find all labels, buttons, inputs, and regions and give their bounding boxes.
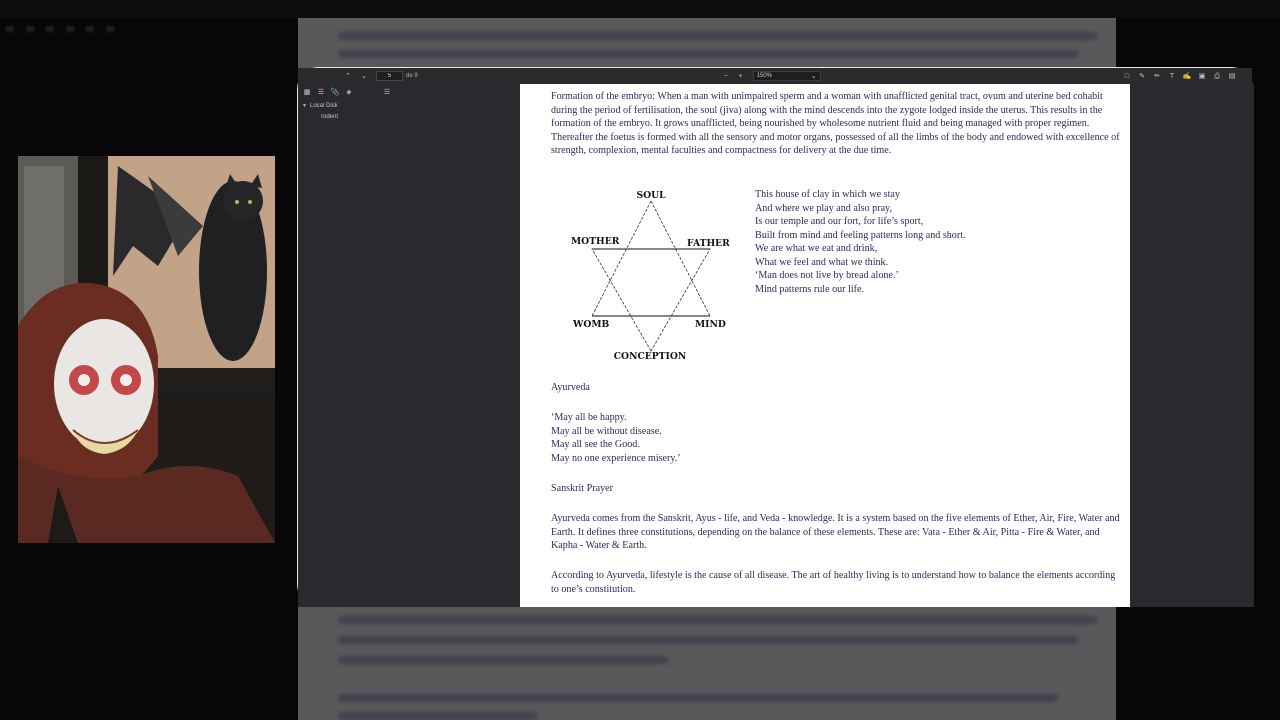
prayer — [551, 411, 1121, 465]
image-icon[interactable]: ▣ — [1198, 72, 1206, 80]
print-icon[interactable]: ⎙ — [1214, 72, 1220, 80]
poem-line: This house of clay in which we stay — [755, 189, 900, 200]
paragraph-embryo: Formation of the embryo: When a man with unimpaired sperm and a woman with unafflicted genital tract, ovum and uterine bed cohabit during the period of fertilisation, the soul (jiva) along with the mind descends into the zygote lodged inside the uterus. This results in the formation of the embryo. It grows unafflicted, being nourished by wholesome nutrient fluid and being managed with proper regimen. Thereafter the foetus is formed with all the sensory and motor organs, possessed of all the limbs of the body and endowed with excellence of strength, complexion, mental faculties and compactness for delivery at the due time. — [551, 91, 1120, 156]
thumbnails-icon[interactable]: ▦ — [303, 88, 311, 96]
viewer-toolbar — [298, 68, 1252, 84]
draw-icon[interactable]: ✏ — [1154, 72, 1160, 80]
webcam-feed — [18, 156, 275, 543]
prayer-line: May no one experience misery.’ — [551, 452, 681, 464]
next-page-icon[interactable]: ⌄ — [361, 72, 367, 80]
page-area — [520, 84, 1254, 607]
pen-icon[interactable]: ✍ — [1182, 72, 1192, 80]
heading-ayurveda: Ayurveda — [551, 382, 590, 393]
prayer-line: May all see the Good. — [551, 439, 640, 450]
comment-icon[interactable]: □ — [1124, 72, 1130, 80]
page-count-label: de 9 — [406, 73, 418, 79]
poem — [755, 188, 1055, 296]
label-soul: SOUL — [636, 190, 666, 201]
background-top-bar — [0, 0, 1280, 18]
label-father: FATHER — [687, 238, 730, 249]
document-page — [520, 84, 1130, 607]
highlight-icon[interactable]: ✎ — [1139, 72, 1145, 80]
save-icon[interactable]: ▤ — [1228, 72, 1236, 80]
poem-line: Is our temple and our fort, for life’s sport, — [755, 216, 924, 227]
sidebar-tabs — [298, 84, 520, 100]
bookmarks-icon[interactable]: ☰ — [383, 88, 391, 96]
poem-line: What we feel and what we think. — [755, 256, 889, 268]
previous-page-icon[interactable]: ⌃ — [345, 72, 351, 80]
tree-item-local-disk[interactable] — [302, 100, 520, 111]
outline-tree — [298, 100, 520, 122]
sidebar — [298, 84, 520, 607]
outline-icon[interactable]: ☰ — [317, 88, 325, 96]
poem-line: Built from mind and feeling patterns long and short. — [755, 229, 966, 241]
document-viewer-window — [297, 67, 1253, 606]
prayer-line: ‘May all be happy. — [551, 412, 627, 423]
page-number-input[interactable] — [376, 71, 403, 81]
star-diagram — [566, 190, 736, 371]
label-womb: WOMB — [573, 319, 610, 330]
background-blurred-toolbar — [0, 22, 140, 72]
chevron-down-icon: ⌄ — [810, 72, 817, 80]
paragraph-ayurveda: Ayurveda comes from the Sanskrit, Ayus - life, and Veda - knowledge. It is a system based on the five elements of Ether, Air, Fire, Water and Earth. It defines three constitutions, depending on the balance of these elements. These are: Vata - Ether & Air, Pitta - Fire & Water, and Kapha - Water & Earth. — [551, 513, 1120, 551]
zoom-out-icon[interactable]: − — [723, 72, 728, 80]
tree-item-rodent[interactable] — [302, 111, 520, 122]
zoom-in-icon[interactable]: + — [738, 72, 743, 80]
heading-sanskrit-prayer: Sanskrit Prayer — [551, 483, 613, 494]
text-icon[interactable]: T — [1169, 72, 1175, 80]
zoom-value: 150% — [756, 73, 773, 79]
zoom-select[interactable] — [753, 71, 821, 81]
label-conception: CONCEPTION — [613, 351, 687, 362]
tree-item-label: Local Disk — [310, 102, 338, 109]
poem-line: We are what we eat and drink, — [755, 243, 878, 254]
poem-line: And where we play and also pray, — [755, 202, 892, 214]
attachments-icon[interactable]: 📎 — [330, 88, 340, 96]
poem-line: ‘Man does not live by bread alone.’ — [755, 270, 899, 281]
poem-line: Mind patterns rule our life. — [755, 283, 865, 295]
label-mind: MIND — [695, 319, 726, 330]
layers-icon[interactable]: ◈ — [346, 88, 352, 96]
paragraph-lifestyle: According to Ayurveda, lifestyle is the cause of all disease. The art of healthy living is to understand how to balance the elements according to one’s constitution. — [551, 570, 1116, 595]
webcam-image — [18, 156, 275, 543]
expand-triangle-icon[interactable]: ▼ — [302, 102, 307, 109]
tree-item-label: rodent — [321, 113, 339, 120]
prayer-line: May all be without disease. — [551, 425, 662, 437]
label-mother: MOTHER — [571, 236, 620, 247]
annotation-tools — [1121, 70, 1238, 82]
